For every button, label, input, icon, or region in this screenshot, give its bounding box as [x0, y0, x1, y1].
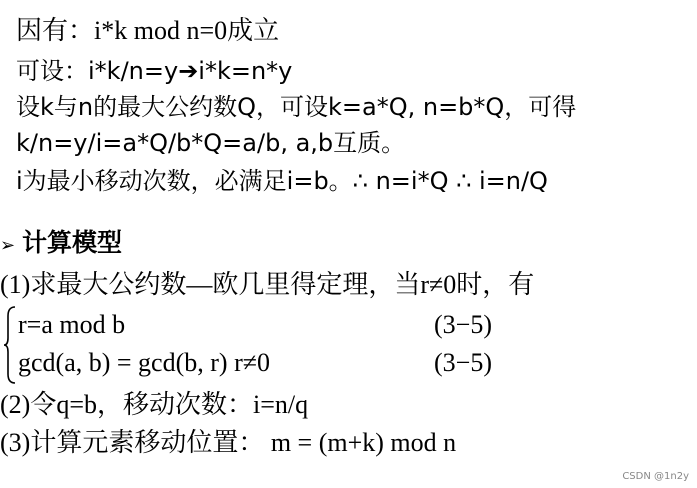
step-2: (2)令q=b，移动次数：i=n/q	[0, 390, 309, 419]
section-title: 计算模型	[22, 228, 123, 257]
step-1: (1)求最大公约数—欧几里得定理，当r≠0时，有	[0, 270, 535, 299]
step-3: (3)计算元素移动位置： m = (m+k) mod n	[0, 428, 457, 457]
equation-2-number: (3−5)	[434, 348, 492, 377]
equation-1-number: (3−5)	[434, 310, 492, 339]
text-line-3: 设k与n的最大公约数Q，可设k=a*Q, n=b*Q，可得	[16, 93, 577, 121]
text-line-2	[16, 56, 292, 86]
text-line-1: 因有：i*k mod n=0成立	[16, 16, 280, 45]
equation-part-a: 可设：i*k/n=y	[16, 57, 179, 85]
left-brace-icon	[4, 306, 16, 384]
watermark: CSDN @1n2y	[622, 471, 689, 482]
equation-1: r=a mod b	[18, 310, 126, 339]
arrow-icon: ➔	[178, 57, 199, 85]
arrow-bullet-icon: ➢	[0, 235, 16, 256]
equation-part-b: i*k=n*y	[198, 57, 293, 85]
text-line-4: k/n=y/i=a*Q/b*Q=a/b, a,b互质。	[16, 129, 406, 157]
text-line-5: i为最小移动次数，必满足i=b。∴ n=i*Q ∴ i=n/Q	[16, 167, 548, 195]
section-heading	[0, 228, 122, 261]
equation-2: gcd(a, b) = gcd(b, r) r≠0	[18, 348, 271, 377]
